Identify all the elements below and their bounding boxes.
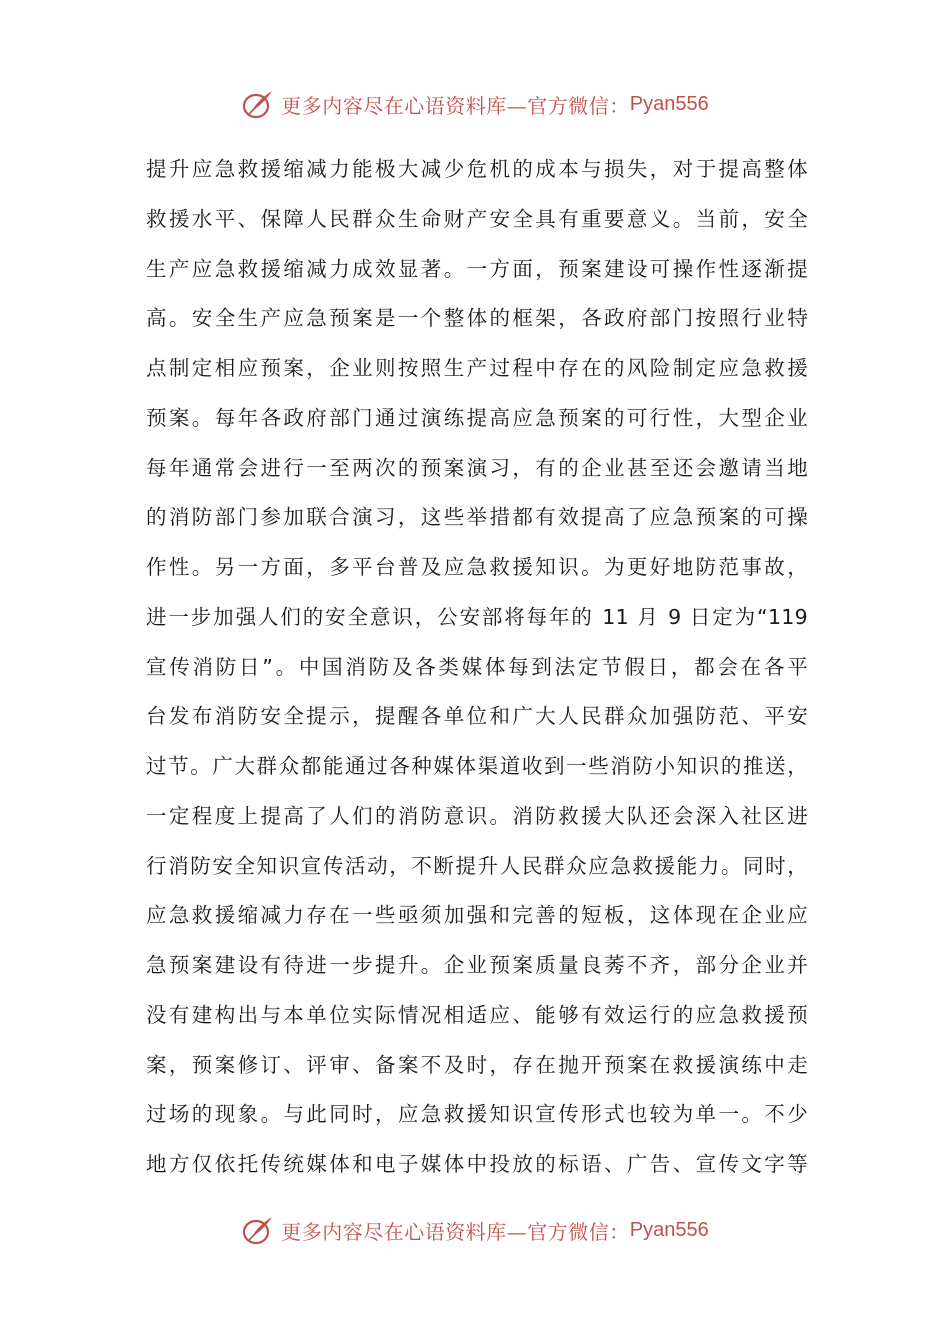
text-line: 点制定相应预案，企业则按照生产过程中存在的风险制定应急救援 xyxy=(146,356,808,380)
text-line: 预案。每年各政府部门通过演练提高应急预案的可行性，大型企业 xyxy=(146,405,808,430)
wechat-id: Pyan556 xyxy=(629,1218,709,1241)
banner-text: 更多内容尽在心语资料库—官方微信： xyxy=(281,93,630,118)
text-line: 过场的现象。与此同时，应急救援知识宣传形式也较为单一。不少 xyxy=(146,1102,808,1127)
text-line: 地方仅依托传统媒体和电子媒体中投放的标语、广告、宣传文字等 xyxy=(146,1152,808,1176)
text-line: 急预案建设有待进一步提升。企业预案质量良莠不齐，部分企业并 xyxy=(146,953,808,977)
text-line: 进一步加强人们的安全意识，公安部将每年的 11 月 9 日定为“119 xyxy=(146,604,808,629)
text-line: 的消防部门参加联合演习，这些举措都有效提高了应急预案的可操 xyxy=(146,505,808,530)
text-line: 作性。另一方面，多平台普及应急救援知识。为更好地防范事故， xyxy=(146,555,808,579)
document-body xyxy=(146,145,808,1190)
text-line: 过节。广大群众都能通过各种媒体渠道收到一些消防小知识的推送， xyxy=(146,754,808,778)
text-line: 宣传消防日”。中国消防及各类媒体每到法定节假日，都会在各平 xyxy=(146,654,808,679)
text-line: 台发布消防安全提示，提醒各单位和广大人民群众加强防范、平安 xyxy=(146,704,808,729)
banner-text: 更多内容尽在心语资料库—官方微信： xyxy=(281,1219,630,1244)
quill-logo-icon xyxy=(241,1213,275,1247)
text-line: 救援水平、保障人民群众生命财产安全具有重要意义。当前，安全 xyxy=(146,206,808,231)
text-line: 应急救援缩减力存在一些亟须加强和完善的短板，这体现在企业应 xyxy=(146,903,808,928)
header-banner xyxy=(0,84,950,124)
wechat-id: Pyan556 xyxy=(629,92,709,115)
text-line: 案，预案修订、评审、备案不及时，存在抛开预案在救援演练中走 xyxy=(146,1052,808,1077)
text-line: 提升应急救援缩减力能极大减少危机的成本与损失，对于提高整体 xyxy=(146,157,808,181)
text-line: 一定程度上提高了人们的消防意识。消防救援大队还会深入社区进 xyxy=(146,803,808,828)
footer-banner xyxy=(0,1210,950,1250)
text-line: 每年通常会进行一至两次的预案演习，有的企业甚至还会邀请当地 xyxy=(146,455,808,480)
text-line: 没有建构出与本单位实际情况相适应、能够有效运行的应急救援预 xyxy=(146,1002,808,1027)
text-line: 高。安全生产应急预案是一个整体的框架，各政府部门按照行业特 xyxy=(146,306,808,331)
text-line: 生产应急救援缩减力成效显著。一方面，预案建设可操作性逐渐提 xyxy=(146,256,808,281)
text-line: 行消防安全知识宣传活动，不断提升人民群众应急救援能力。同时， xyxy=(146,853,808,878)
quill-logo-icon xyxy=(241,87,275,121)
